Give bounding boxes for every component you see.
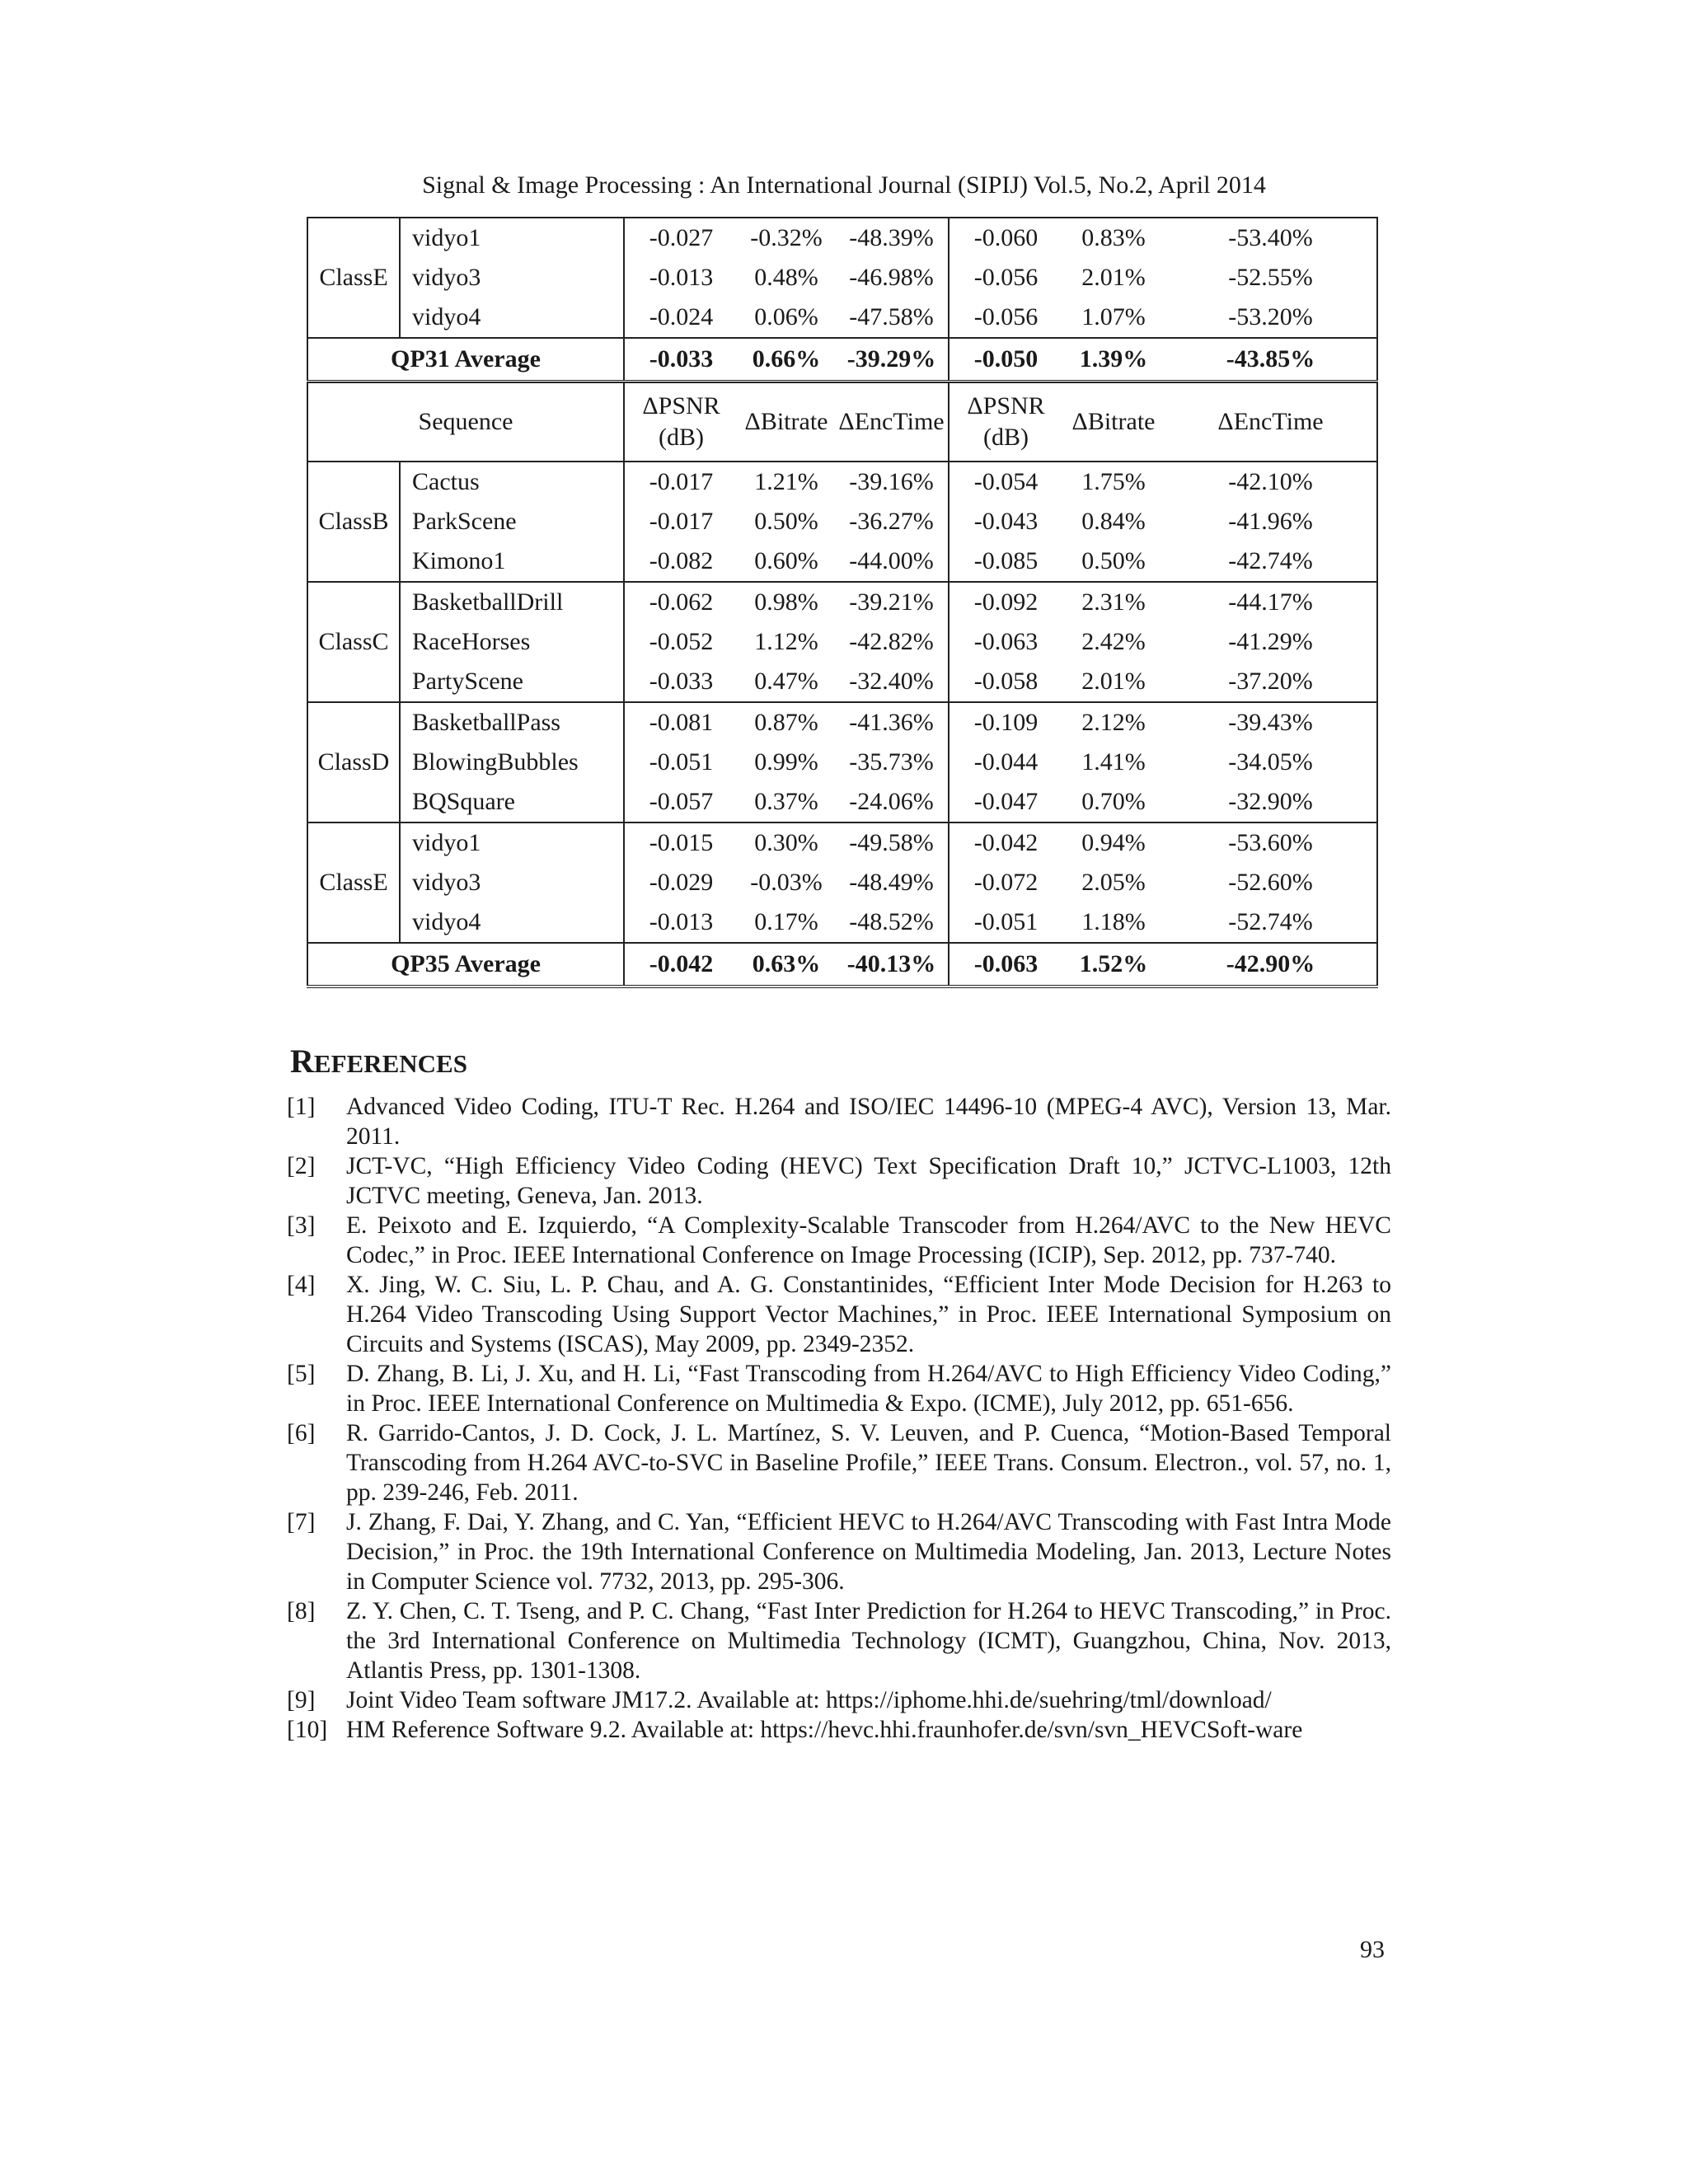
references-heading [290, 1042, 467, 1080]
table-cell: -0.060 [949, 218, 1062, 258]
table-cell: -39.29% [835, 338, 949, 382]
table-cell: -52.55% [1165, 258, 1377, 298]
table-cell: 0.84% [1081, 508, 1146, 535]
reference-text: R. Garrido-Cantos, J. D. Cock, J. L. Martínez, S. V. Leuven, and P. Cuenca, “Motion-Based Temporal Transcoding from H.264 AVC-to-SVC in Baseline Profile,” IEEE Trans. Consum. Electron., vol. 57, no. 1, pp. 239-246, Feb. 2011. [346, 1420, 1391, 1506]
table-cell: 0.70% [1081, 788, 1146, 815]
table-cell: 2.42% [1081, 628, 1146, 655]
table-cell: 0.94% [1062, 823, 1165, 863]
reference-number: [8] [287, 1598, 316, 1624]
class-label: ClassB [307, 462, 400, 582]
table-row [307, 462, 1377, 502]
reference-text: Advanced Video Coding, ITU-T Rec. H.264 and ISO/IEC 14496-10 (MPEG-4 AVC), Version 13, Mar. 2011. [346, 1094, 1391, 1150]
reference-text: HM Reference Software 9.2. Available at: https://hevc.hhi.fraunhofer.de/svn/svn_HEVCSoft-ware [346, 1717, 1303, 1743]
table-cell: -32.90% [1165, 782, 1377, 823]
table-cell: 1.39% [1062, 338, 1165, 382]
table-cell: 0.50% [1081, 547, 1146, 574]
table-cell: -0.109 [949, 702, 1062, 743]
table-cell: -0.085 [973, 547, 1039, 574]
reference-item [287, 1715, 1391, 1745]
class-label: ClassD [307, 702, 400, 823]
results-table-qp35 [307, 382, 1378, 988]
table-cell: -0.042 [949, 823, 1062, 863]
table-row [307, 258, 1377, 298]
table-cell: -53.40% [1165, 218, 1377, 258]
reference-number: [5] [287, 1361, 316, 1387]
table-cell: 0.47% [754, 668, 818, 695]
table-row [307, 902, 1377, 943]
references-heading-initial: R [290, 1043, 314, 1080]
table-cell: 1.75% [1062, 462, 1165, 502]
header-psnr-line2: (dB) [659, 424, 705, 451]
sequence-name: vidyo4 [400, 298, 624, 338]
table-cell: -53.20% [1165, 298, 1377, 338]
average-label: QP31 Average [307, 338, 624, 382]
table-cell: -43.85% [1165, 338, 1377, 382]
table-cell: -37.20% [1165, 662, 1377, 702]
average-row [307, 943, 1377, 987]
sequence-name: vidyo1 [400, 823, 624, 863]
table-cell: 0.98% [738, 582, 835, 622]
class-label: ClassC [307, 582, 400, 702]
table-cell: -0.082 [649, 547, 714, 574]
table-row [307, 702, 1377, 743]
reference-item [287, 1270, 1391, 1359]
table-cell: 1.07% [1081, 303, 1146, 330]
header-enctime: ΔEncTime [1165, 382, 1377, 462]
table-cell: -0.051 [649, 748, 714, 776]
header-psnr-line2: (dB) [983, 424, 1029, 451]
table-cell: -0.057 [649, 788, 714, 815]
table-cell: -0.043 [973, 508, 1039, 535]
reference-number: [9] [287, 1687, 316, 1713]
reference-number: [10] [287, 1717, 328, 1743]
table-cell: -39.16% [835, 462, 949, 502]
reference-item [287, 1685, 1391, 1715]
table-cell: -0.072 [973, 869, 1039, 896]
table-cell: -0.056 [973, 264, 1039, 291]
sequence-name: vidyo3 [400, 258, 624, 298]
table-cell: -46.98% [835, 258, 949, 298]
table-cell: -40.13% [835, 943, 949, 987]
table-row [307, 743, 1377, 782]
table-cell: -0.052 [649, 628, 714, 655]
table-row [307, 782, 1377, 823]
table-cell: -53.60% [1165, 823, 1377, 863]
reference-item [287, 1596, 1391, 1685]
table-row [307, 502, 1377, 541]
table-cell: 0.17% [754, 908, 818, 935]
table-cell: -41.36% [835, 702, 949, 743]
table-cell: -48.52% [835, 902, 949, 943]
reference-number: [1] [287, 1094, 316, 1120]
table-cell: -42.10% [1165, 462, 1377, 502]
table-cell: 2.31% [1062, 582, 1165, 622]
table-cell: 0.37% [754, 788, 818, 815]
sequence-name: ParkScene [400, 502, 624, 541]
table-cell: -0.081 [624, 702, 738, 743]
sequence-name: PartyScene [400, 662, 624, 702]
table-cell: -32.40% [835, 662, 949, 702]
reference-item [287, 1359, 1391, 1418]
table-cell: -0.044 [973, 748, 1039, 776]
table-cell: -0.063 [949, 943, 1062, 987]
table-cell: -49.58% [835, 823, 949, 863]
class-label: ClassE [307, 823, 400, 943]
sequence-name: vidyo3 [400, 863, 624, 902]
table-cell: -0.063 [973, 628, 1039, 655]
table-cell: -42.90% [1165, 943, 1377, 987]
header-bitrate: ΔBitrate [1062, 382, 1165, 462]
table-cell: -42.74% [1165, 541, 1377, 582]
header-psnr [624, 382, 738, 462]
header-bitrate: ΔBitrate [738, 382, 835, 462]
table-cell: 0.83% [1062, 218, 1165, 258]
header-psnr-line1: ΔPSNR [967, 392, 1045, 419]
table-cell: -39.21% [835, 582, 949, 622]
header-enctime: ΔEncTime [835, 382, 949, 462]
table-cell: 2.12% [1062, 702, 1165, 743]
sequence-name: vidyo1 [400, 218, 624, 258]
table-row [307, 823, 1377, 863]
page-number: 93 [1360, 1936, 1385, 1963]
sequence-name: Kimono1 [400, 541, 624, 582]
table-cell: -0.047 [973, 788, 1039, 815]
table-cell: 0.99% [754, 748, 818, 776]
table-cell: -41.96% [1165, 502, 1377, 541]
table-cell: 0.87% [738, 702, 835, 743]
table-cell: -39.43% [1165, 702, 1377, 743]
table-row [307, 298, 1377, 338]
header-psnr [949, 382, 1062, 462]
reference-number: [6] [287, 1420, 316, 1446]
table-row [307, 863, 1377, 902]
table-cell: 1.52% [1062, 943, 1165, 987]
results-table-qp31 [307, 217, 1378, 383]
reference-text: Joint Video Team software JM17.2. Available at: https://iphome.hhi.de/suehring/tml/download/ [346, 1687, 1272, 1713]
table-cell: -0.029 [649, 869, 714, 896]
table-cell: -35.73% [835, 743, 949, 782]
table-cell: -0.056 [973, 303, 1039, 330]
header-sequence: Sequence [307, 382, 624, 462]
table-cell: -44.17% [1165, 582, 1377, 622]
reference-number: [7] [287, 1509, 316, 1535]
table-cell: 0.60% [754, 547, 818, 574]
table-cell: -41.29% [1165, 622, 1377, 662]
table-cell: -0.062 [624, 582, 738, 622]
table-cell: -34.05% [1165, 743, 1377, 782]
reference-number: [4] [287, 1272, 316, 1298]
reference-text: JCT-VC, “High Efficiency Video Coding (HEVC) Text Specification Draft 10,” JCTVC-L1003, 12th JCTVC meeting, Geneva, Jan. 2013. [346, 1153, 1391, 1209]
reference-text: E. Peixoto and E. Izquierdo, “A Complexity-Scalable Transcoder from H.264/AVC to the New HEVC Codec,” in Proc. IEEE International Conference on Image Processing (ICIP), Sep. 2012, pp. 737-740. [346, 1212, 1391, 1268]
table-cell: -0.015 [624, 823, 738, 863]
table-cell: -0.050 [949, 338, 1062, 382]
table-row [307, 582, 1377, 622]
table-cell: 1.12% [754, 628, 818, 655]
reference-text: J. Zhang, F. Dai, Y. Zhang, and C. Yan, “Efficient HEVC to H.264/AVC Transcoding with Fast Intra Mode Decision,” in Proc. the 19th International Conference on Multimedia Modeling, Jan. 2013, Lecture Notes in Computer Science vol. 7732, 2013, pp. 295-306. [346, 1509, 1391, 1595]
sequence-name: BasketballDrill [400, 582, 624, 622]
table-row [307, 622, 1377, 662]
table-cell: 0.50% [754, 508, 818, 535]
table-cell: 0.30% [738, 823, 835, 863]
reference-text: D. Zhang, B. Li, J. Xu, and H. Li, “Fast Transcoding from H.264/AVC to High Efficiency Video Coding,” in Proc. IEEE International Conference on Multimedia & Expo. (ICME), July 2012, pp. 651-656. [346, 1361, 1391, 1417]
table-cell: -0.042 [624, 943, 738, 987]
table-cell: 1.18% [1081, 908, 1146, 935]
average-row [307, 338, 1377, 382]
table-cell: -48.49% [835, 863, 949, 902]
table-cell: 1.21% [738, 462, 835, 502]
table-cell: -24.06% [835, 782, 949, 823]
references-heading-rest: EFERENCES [313, 1049, 467, 1078]
table-cell: -0.03% [750, 869, 823, 896]
table-cell: -0.051 [973, 908, 1039, 935]
table-cell: 1.41% [1081, 748, 1146, 776]
table-cell: -0.32% [738, 218, 835, 258]
sequence-name: Cactus [400, 462, 624, 502]
class-label: ClassE [307, 218, 400, 338]
running-header: Signal & Image Processing : An International Journal (SIPIJ) Vol.5, No.2, April 2014 [422, 171, 1266, 199]
reference-item [287, 1507, 1391, 1596]
average-label: QP35 Average [307, 943, 624, 987]
table-cell: 0.63% [738, 943, 835, 987]
table-cell: 0.48% [754, 264, 818, 291]
header-psnr-line1: ΔPSNR [642, 392, 720, 419]
sequence-name: vidyo4 [400, 902, 624, 943]
sequence-name: BQSquare [400, 782, 624, 823]
table-cell: -0.017 [624, 462, 738, 502]
table-cell: 2.01% [1081, 264, 1146, 291]
table-cell: -44.00% [835, 541, 949, 582]
sequence-name: RaceHorses [400, 622, 624, 662]
reference-item [287, 1418, 1391, 1507]
reference-number: [2] [287, 1153, 316, 1179]
table-cell: -0.013 [649, 264, 714, 291]
table-cell: -48.39% [835, 218, 949, 258]
table-cell: -0.092 [949, 582, 1062, 622]
reference-text: Z. Y. Chen, C. T. Tseng, and P. C. Chang, “Fast Inter Prediction for H.264 to HEVC Transcoding,” in Proc. the 3rd International Conference on Multimedia Technology (ICMT), Guangzhou, China, Nov. 2013, Atlantis Press, pp. 1301-1308. [346, 1598, 1391, 1684]
sequence-name: BlowingBubbles [400, 743, 624, 782]
reference-item [287, 1151, 1391, 1211]
reference-number: [3] [287, 1212, 316, 1239]
table-cell: -52.74% [1165, 902, 1377, 943]
table-cell: -0.033 [624, 338, 738, 382]
table-cell: -0.027 [624, 218, 738, 258]
table-cell: 2.05% [1081, 869, 1146, 896]
table-header-row [307, 382, 1377, 462]
table-cell: -0.033 [649, 668, 714, 695]
table-cell: -0.017 [649, 508, 714, 535]
table-cell: -42.82% [835, 622, 949, 662]
table-cell: 0.66% [738, 338, 835, 382]
table-cell: -36.27% [835, 502, 949, 541]
table-cell: -0.024 [649, 303, 714, 330]
reference-item [287, 1211, 1391, 1270]
table-cell: -52.60% [1165, 863, 1377, 902]
table-cell: 0.06% [754, 303, 818, 330]
table-cell: -0.058 [973, 668, 1039, 695]
table-row [307, 218, 1377, 258]
table-row [307, 662, 1377, 702]
table-cell: -47.58% [835, 298, 949, 338]
references-list [287, 1092, 1391, 1745]
table-cell: -0.054 [949, 462, 1062, 502]
table-row [307, 541, 1377, 582]
table-cell: 2.01% [1081, 668, 1146, 695]
reference-item [287, 1092, 1391, 1151]
sequence-name: BasketballPass [400, 702, 624, 743]
table-cell: -0.013 [649, 908, 714, 935]
reference-text: X. Jing, W. C. Siu, L. P. Chau, and A. G. Constantinides, “Efficient Inter Mode Decision for H.263 to H.264 Video Transcoding Using Support Vector Machines,” in Proc. IEEE International Symposium on Circuits and Systems (ISCAS), May 2009, pp. 2349-2352. [346, 1272, 1391, 1357]
